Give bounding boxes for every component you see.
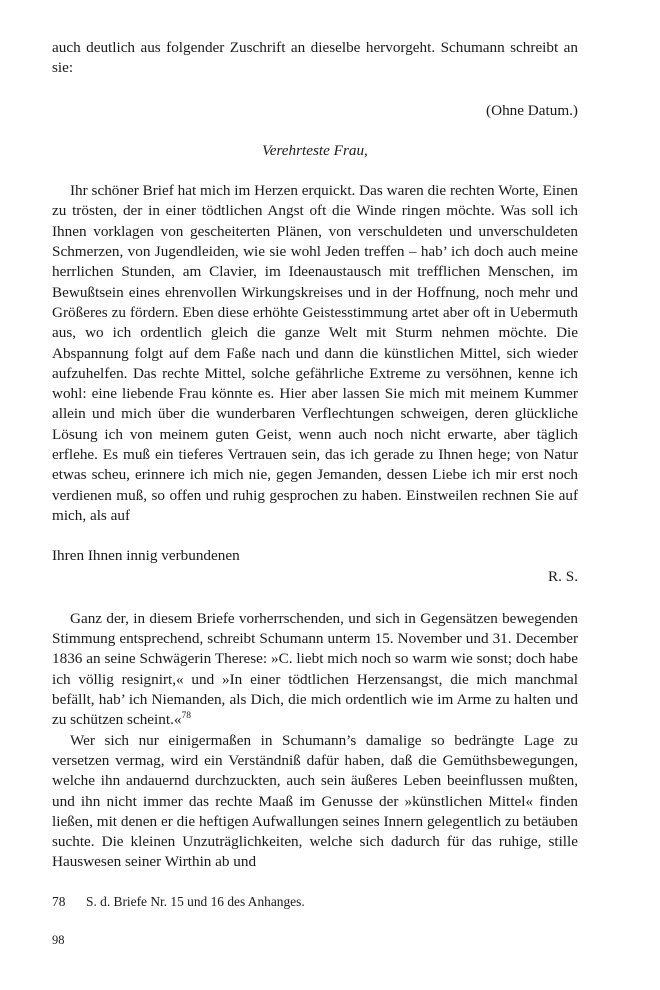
footnote-number: 78 bbox=[52, 894, 66, 909]
letter-signature: R. S. bbox=[548, 567, 578, 585]
intro-paragraph: auch deutlich aus folgender Zuschrift an dieselbe hervorgeht. Schumann schreibt an sie: bbox=[52, 39, 578, 77]
letter-closing: Ihren Ihnen innig verbundenen bbox=[52, 547, 240, 565]
footnote-ref[interactable]: 78 bbox=[181, 711, 191, 722]
letter-date: (Ohne Datum.) bbox=[486, 101, 578, 119]
paragraph-3: Wer sich nur einigermaßen in Schumann’s damalige so bedrängte Lage zu versetzen vermag, wird ein Verständniß dafür haben, daß die Gemüthsbewegungen, welche ihn andauernd durchzuckten, auch sein äußeres Leben beeinflussen mußten, und ihn nicht immer das rechte Maaß im Genusse der »künstlichen Mittel« finden ließen, mit denen er die heftigen Aufwallungen seines Innern gelegentlich zu betäuben suchte. Die kleinen Unzuträglichkeiten, welche sich dadurch für das ruhige, stille Hauswesen seiner Wirthin ab und bbox=[52, 731, 578, 871]
letter-salutation: Verehrteste Frau, bbox=[262, 141, 368, 159]
paragraph-2-text: Ganz der, in diesem Briefe vorherrschenden, und sich in Gegensätzen bewegenden Stimmung entsprechend, schreibt Schumann unterm 15. November und 31. December 1836 an seine Schwägerin Therese: »C. liebt mich noch so warm wie sonst; doch habe ich völlig resignirt,« und »In einer tödtlichen Herzensangst, die mich manchmal befällt, hab’ ich Niemanden, als Dich, die mich ordentlich wie im Arme zu halten und zu schützen scheint.« bbox=[52, 609, 578, 729]
footnote-text: S. d. Briefe Nr. 15 und 16 des Anhanges. bbox=[86, 894, 305, 909]
letter-body: Ihr schöner Brief hat mich im Herzen erquickt. Das waren die rechten Worte, Einen zu trösten, der in einer tödtlichen Angst oft die Winde ringen möchte. Was soll ich Ihnen vorklagen von gescheiterten Plänen, von verschuldeten und unverschuldeten Schmerzen, von Jugendleiden, wie sie wohl Jeden treffen – hab’ ich doch auch meine herrlichen Stunden, am Clavier, im Ideenaustausch mit trefflichen Menschen, im Bewußtsein eines ehrenvollen Wirkungskreises und in der Hoffnung, noch mehr und Größeres zu fördern. Eben diese erhöhte Geistesstimmung artet aber oft in Uebermuth aus, wo ich ordentlich gleich die ganze Welt mit Sturm nehmen möchte. Die Abspannung folgt auf dem Faße nach und dann die künstlichen Mittel, sich wieder aufzuhelfen. Das rechte Mittel, solche gefährliche Extreme zu versöhnen, kenne ich wohl: eine liebende Frau könnte es. Hier aber lassen Sie mich mit meinem Kummer allein und mich über die wunderbaren Verflechtungen schweigen, deren glückliche Lösung ich von meinem guten Geist, wenn auch noch nicht erwarte, aber täglich erflehe. Es muß ein tieferes Vertrauen sein, das ich gerade zu Ihnen hege; von Natur etwas scheu, erinnere ich mich nie, gegen Jemanden, dessen Liebe ich mir erst noch verdienen muß, so offen und ruhig gesprochen zu haben. Einstweilen rechnen Sie auf mich, als auf bbox=[52, 182, 578, 524]
footnote bbox=[52, 893, 578, 911]
page-content bbox=[52, 38, 578, 873]
page-number: 98 bbox=[52, 933, 65, 947]
paragraph-2 bbox=[52, 609, 578, 731]
